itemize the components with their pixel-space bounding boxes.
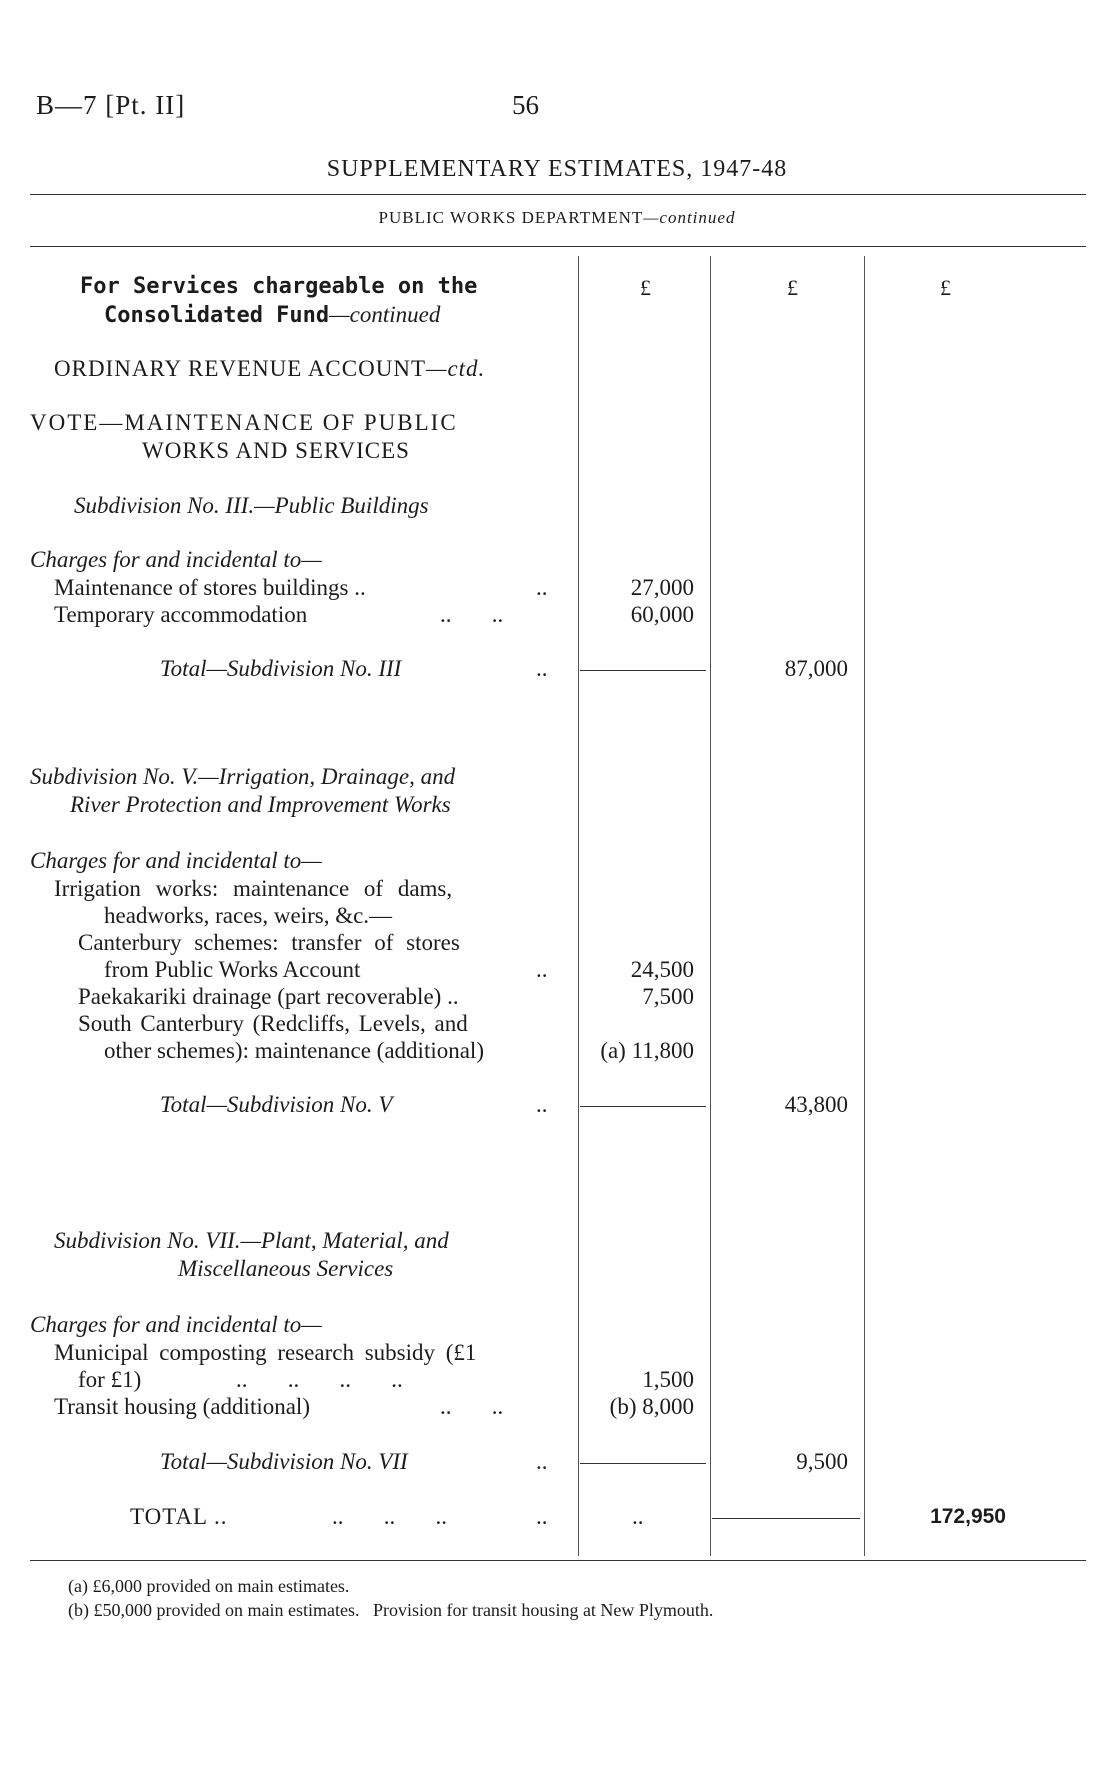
- department-suffix: —continued: [643, 208, 736, 227]
- subdivision-7-total-amount: 9,500: [796, 1449, 848, 1474]
- subdivision-5-heading-line-1: Subdivision No. V.—Irrigation, Drainage, and: [30, 764, 456, 789]
- grand-total-column-1-dots: ..: [632, 1504, 644, 1529]
- subdivision-3-item-1-amount: 27,000: [630, 575, 694, 600]
- subdivision-5-line-7: other schemes): maintenance (additional): [104, 1038, 484, 1063]
- services-heading-line-2: [104, 302, 440, 328]
- services-heading-fund: Consolidated Fund: [104, 303, 330, 328]
- vote-heading-line-1: VOTE—MAINTENANCE OF PUBLIC: [30, 410, 458, 435]
- grand-total-label: TOTAL ..: [130, 1504, 228, 1529]
- subdivision-5-total-amount: 43,800: [784, 1092, 848, 1117]
- footnote-a: (a) £6,000 provided on main estimates.: [68, 1576, 350, 1596]
- account-name: ORDINARY REVENUE ACCOUNT: [54, 356, 426, 381]
- subdivision-5-line-2: headworks, races, weirs, &c.—: [104, 903, 393, 928]
- subdivision-3-charges-label: Charges for and incidental to—: [30, 547, 322, 572]
- subdivision-5-subtotal-rule: [580, 1106, 706, 1107]
- subdivision-5-line-3: Canterbury schemes: transfer of stores: [78, 930, 460, 955]
- subdivision-7-line-1: Municipal composting research subsidy (£1: [54, 1340, 477, 1365]
- subdivision-7-line-2-amount: 1,500: [642, 1367, 694, 1392]
- subdivision-3-subtotal-rule: [580, 670, 706, 671]
- document-reference: B—7 [Pt. II]: [36, 90, 186, 120]
- account-heading: [54, 356, 485, 382]
- subdivision-7-line-3-amount: (b) 8,000: [609, 1394, 694, 1419]
- title-rule: [30, 194, 1086, 195]
- subdivision-5-line-4-dots: ..: [536, 957, 548, 982]
- column-1-currency: £: [640, 275, 651, 300]
- column-rule-3: [864, 256, 865, 1556]
- table-top-rule: [30, 246, 1086, 247]
- subdivision-7-line-3: Transit housing (additional): [54, 1394, 310, 1419]
- subdivision-7-line-3-dots: .. ..: [440, 1394, 504, 1419]
- subdivision-3-item-1: Maintenance of stores buildings ..: [54, 575, 366, 600]
- subdivision-5-charges-label: Charges for and incidental to—: [30, 848, 322, 873]
- subdivision-5-line-7-amount: (a) 11,800: [600, 1038, 694, 1063]
- subdivision-5-heading-line-2: River Protection and Improvement Works: [70, 792, 451, 817]
- subdivision-5-line-4: from Public Works Account: [104, 957, 361, 982]
- subdivision-5-total-dots: ..: [536, 1092, 548, 1117]
- subdivision-5-line-6: South Canterbury (Redcliffs, Levels, and: [78, 1011, 468, 1036]
- subdivision-3-item-2-dots: .. ..: [440, 602, 504, 627]
- column-2-currency: £: [787, 275, 798, 300]
- grand-total-amount: 172,950: [930, 1505, 1006, 1528]
- subdivision-3-total-dots: ..: [536, 656, 548, 681]
- subdivision-7-subtotal-rule: [580, 1463, 706, 1464]
- page-number: 56: [512, 90, 539, 120]
- footnote-b: (b) £50,000 provided on main estimates. Provision for transit housing at New Plymouth.: [68, 1600, 714, 1620]
- table-bottom-rule: [30, 1560, 1086, 1561]
- subdivision-7-heading-line-2: Miscellaneous Services: [178, 1256, 394, 1281]
- account-suffix: —ctd.: [426, 356, 486, 381]
- department-name: PUBLIC WORKS DEPARTMENT: [378, 208, 644, 227]
- subdivision-5-line-5: Paekakariki drainage (part recoverable) ..: [78, 984, 459, 1009]
- subdivision-7-heading-line-1: Subdivision No. VII.—Plant, Material, and: [54, 1228, 449, 1253]
- grand-total-dots: .. .. ..: [332, 1504, 447, 1529]
- subdivision-7-line-2: for £1): [78, 1367, 142, 1392]
- vote-heading-line-2: WORKS AND SERVICES: [142, 438, 410, 463]
- department-heading: [0, 208, 1114, 228]
- column-rule-2: [710, 256, 711, 1556]
- subdivision-5-line-4-amount: 24,500: [630, 957, 694, 982]
- subdivision-5-line-1: Irrigation works: maintenance of dams,: [54, 876, 453, 901]
- subdivision-5-total-label: Total—Subdivision No. V: [160, 1092, 393, 1117]
- column-3-currency: £: [940, 275, 951, 300]
- subdivision-7-charges-label: Charges for and incidental to—: [30, 1312, 322, 1337]
- services-heading-suffix: —continued: [329, 302, 441, 327]
- subdivision-3-item-1-dots: ..: [536, 575, 548, 600]
- services-heading-line-1: For Services chargeable on the: [80, 274, 478, 299]
- subdivision-7-total-dots: ..: [536, 1449, 548, 1474]
- subdivision-3-item-2: Temporary accommodation: [54, 602, 308, 627]
- column-rule-1: [578, 256, 579, 1556]
- page-title: SUPPLEMENTARY ESTIMATES, 1947-48: [326, 156, 788, 182]
- subdivision-3-heading: Subdivision No. III.—Public Buildings: [74, 493, 429, 518]
- subdivision-3-total-amount: 87,000: [784, 656, 848, 681]
- grand-total-dots-end: ..: [536, 1504, 548, 1529]
- subdivision-7-total-label: Total—Subdivision No. VII: [160, 1449, 408, 1474]
- grand-total-rule: [712, 1518, 860, 1519]
- subdivision-7-line-2-dots: .. .. .. ..: [236, 1367, 403, 1392]
- subdivision-3-total-label: Total—Subdivision No. III: [160, 656, 402, 681]
- subdivision-3-item-2-amount: 60,000: [630, 602, 694, 627]
- subdivision-5-line-5-amount: 7,500: [642, 984, 694, 1009]
